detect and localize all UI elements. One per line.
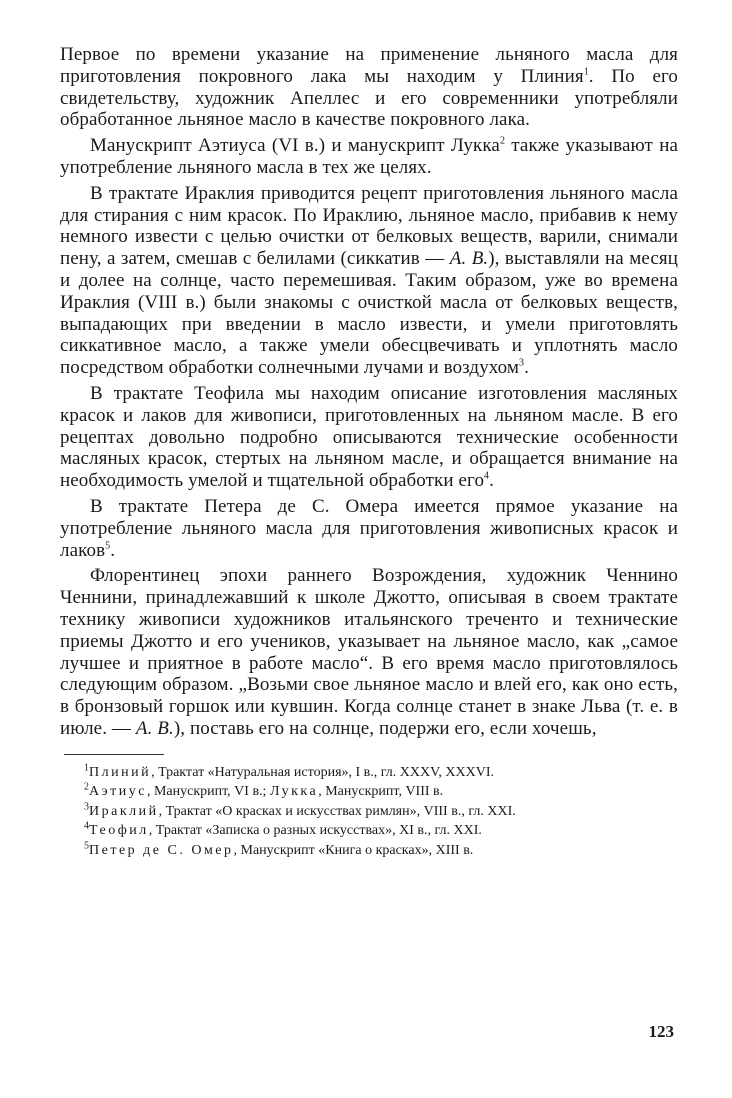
book-page [60, 44, 678, 862]
page-number: 123 [648, 1022, 674, 1041]
paragraph-text: . [524, 357, 530, 379]
paragraph-text: В трактате Теофила мы находим описание изготовления масляных красок и лаков для живописи, приготовленных на льняном масле. В его рецептах довольно подробно описываются технические особенности масляных красок, стертых на льняном масле, и обращается внимание на необходимость умелой и тщательной обработки его [60, 382, 678, 492]
paragraph-text: также указывают на употребление льняного масла в тех же целях. [60, 135, 678, 178]
paragraph-text: ), поставь его на солнце, подержи его, если хочешь, [173, 717, 597, 739]
footnote-text: , Манускрипт, VI в.; [146, 784, 270, 800]
paragraph-text: . По его свидетельству, художник Апеллес и его современники употребляли обработанное льняное масло в качестве покровного лака. [60, 65, 679, 131]
footnote-number: 5 [84, 840, 89, 852]
footnote-author: Ираклий [89, 803, 159, 819]
footnote-1 [60, 762, 678, 782]
footnote-number: 1 [84, 762, 89, 774]
footnote-text: , Трактат «Натуральная история», I в., гл. XXXV, XXXVI. [151, 764, 495, 780]
footnote-5 [60, 840, 678, 860]
paragraph-peter-omer [60, 496, 678, 561]
footnote-divider [64, 754, 164, 755]
paragraph-cennini [60, 565, 678, 739]
footnote-author: Лукка [269, 784, 319, 800]
footnote-4 [60, 820, 678, 840]
footnote-ref: 4 [484, 470, 490, 482]
footnote-ref: 3 [519, 357, 525, 369]
footnote-3 [60, 801, 678, 821]
paragraph-text: Первое по времени указание на применение льняного масла для приготовления покровного лака мы находим у Плиния [60, 44, 678, 87]
footnote-ref: 5 [105, 540, 111, 552]
paragraph-text: ), выставляли на месяц и долее на солнце, часто перемешивая. Таким образом, уже во времена Ираклия (VIII в.) были знакомы с очисткой масла от белковых веществ, выпадающих при введении в масло извести, и умели приготовлять сиккативное масло, а также умели обесцвечивать и уплотнять масло посредством обработки солнечными лучами и воздухом [60, 248, 678, 379]
author-initials: А. В. [449, 248, 489, 270]
footnote-author: Аэтиус [89, 784, 147, 800]
footnote-number: 4 [84, 820, 89, 832]
footnote-author: Петер де С. Омер [89, 842, 234, 858]
paragraph-text: . [110, 539, 116, 561]
paragraph-aetius [60, 135, 678, 179]
paragraph-heraclius [60, 183, 678, 379]
paragraph-text: В трактате Петера де С. Омера имеется прямое указание на употребление льняного масла для приготовления живописных красок и лаков [60, 495, 678, 561]
footnote-number: 3 [84, 801, 89, 813]
paragraph-text: Флорентинец эпохи раннего Возрождения, художник Ченнино Ченнини, принадлежавший к школе Джотто, описывая в своем трактате технику живописи художников итальянского треченто и технические приемы Джотто и его учеников, указывает на льняное масло, как „самое лучшее и приятное в работе масло“. В его время масло приготовлялось следующим образом. „Возьми свое льняное масло и влей его, как оно есть, в бронзовый горшок или кувшин. Когда солнце станет в знаке Льва (т. е. в июле. — [60, 565, 678, 739]
paragraph-text: . [489, 470, 495, 492]
footnote-author: Теофил [89, 823, 149, 839]
footnote-text: , Манускрипт «Книга о красках», XIII в. [233, 842, 474, 858]
paragraph-text: В трактате Ираклия приводится рецепт приготовления льняного масла для стирания с ним красок. По Ираклию, льняное масло, прибавив к нему немного извести с целью очистки от белковых веществ, варили, снимали пену, а затем, смешав с белилами (сиккатив — [60, 182, 678, 270]
paragraph-pliny [60, 44, 678, 131]
footnote-author: Плиний [89, 764, 152, 780]
footnote-ref: 2 [499, 135, 506, 147]
footnote-ref: 1 [583, 66, 589, 78]
author-initials: А. В. [135, 717, 174, 739]
paragraph-text: Манускрипт Аэтиуса (VI в.) и манускрипт Лукка [90, 135, 500, 157]
footnote-number: 2 [84, 781, 89, 793]
paragraph-theophilus [60, 383, 678, 492]
footnote-text: , Манускрипт, VIII в. [318, 784, 444, 800]
footnote-text: , Трактат «О красках и искусствах римлян», VIII в., гл. XXI. [158, 803, 516, 819]
footnote-2 [60, 781, 678, 801]
footnote-text: , Трактат «Записка о разных искусствах», XI в., гл. XXI. [148, 823, 482, 839]
